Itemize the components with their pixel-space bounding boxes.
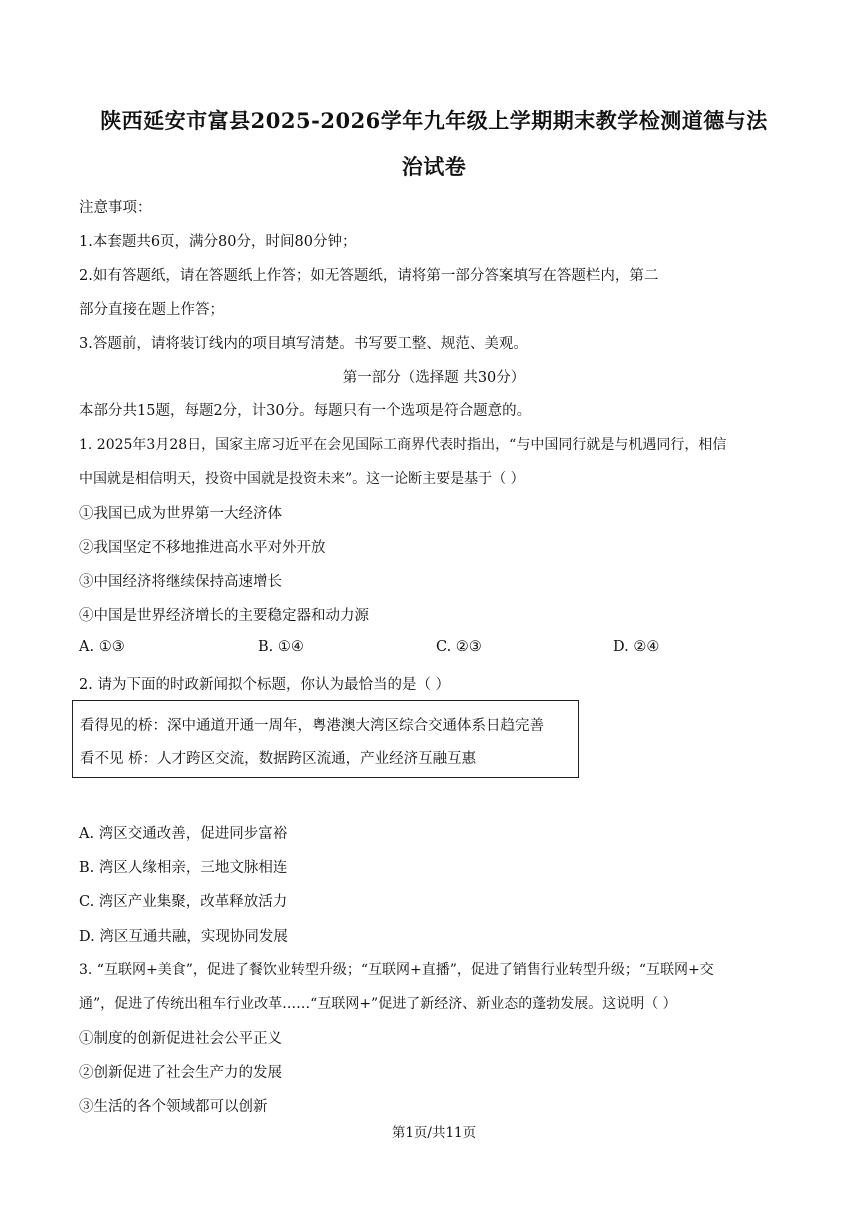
q1-statement-4: ④中国是世界经济增长的主要稳定器和动力源 <box>79 608 369 624</box>
section-title: 第一部分（选择题 共30分） <box>342 370 526 386</box>
q3-stem: 3. “互联网+美食”，促进了餐饮业转型升级；“互联网+直播”，促进了销售行业转型升级；“互联网+交 <box>79 962 714 978</box>
q1-statement-3: ③中国经济将继续保持高速增长 <box>79 574 282 590</box>
q2-option-c: C. 湾区产业集聚，改革释放活力 <box>79 894 288 910</box>
q1-statement-1: ①我国已成为世界第一大经济体 <box>79 506 282 522</box>
q2-stem: 2. 请为下面的时政新闻拟个标题，你认为最恰当的是（ ） <box>79 677 451 693</box>
q2-option-b: B. 湾区人缘相亲，三地文脉相连 <box>79 860 288 876</box>
q1-option-d: D. ②④ <box>613 639 660 655</box>
q1-option-c: C. ②③ <box>436 639 482 655</box>
q2-news-line-2: 看不见 桥：人才跨区交流，数据跨区流通，产业经济互融互惠 <box>80 751 477 767</box>
notes-item-3: 3.答题前，请将装订线内的项目填写清楚。书写要工整、规范、美观。 <box>79 336 528 352</box>
q3-statement-2: ②创新促进了社会生产力的发展 <box>79 1065 282 1081</box>
page-footer: 第1页/共11页 <box>391 1125 477 1141</box>
section-instruction: 本部分共15题，每题2分，计30分。每题只有一个选项是符合题意的。 <box>79 403 532 419</box>
q1-option-b: B. ①④ <box>258 639 304 655</box>
exam-title-line1: 陕西延安市富县2025-2026学年九年级上学期期末教学检测道德与法 <box>100 108 768 133</box>
q1-stem: 1. 2025年3月28日，国家主席习近平在会见国际工商界代表时指出，“与中国同行就是与机遇同行，相信 <box>79 437 727 453</box>
exam-title-line2: 治试卷 <box>401 154 467 179</box>
q1-stem-cont: 中国就是相信明天，投资中国就是投资未来”。这一论断主要是基于（ ） <box>79 471 525 487</box>
q3-stem-cont: 通”，促进了传统出租车行业改革……“互联网+”促进了新经济、新业态的蓬勃发展。这说明（ ） <box>79 996 677 1012</box>
notes-item-2: 2.如有答题纸，请在答题纸上作答；如无答题纸，请将第一部分答案填写在答题栏内，第二 <box>79 268 659 284</box>
q3-statement-1: ①制度的创新促进社会公平正义 <box>79 1031 282 1047</box>
notes-item-2-cont: 部分直接在题上作答； <box>79 302 224 318</box>
notes-item-1: 1.本套题共6页，满分80分，时间80分钟； <box>79 234 357 250</box>
q2-option-a: A. 湾区交通改善，促进同步富裕 <box>79 826 288 842</box>
notes-heading: 注意事项： <box>79 200 152 216</box>
q1-option-a: A. ①③ <box>79 639 125 655</box>
q3-statement-3: ③生活的各个领域都可以创新 <box>79 1099 268 1115</box>
q2-news-line-1: 看得见的桥：深中通道开通一周年，粤港澳大湾区综合交通体系日趋完善 <box>80 718 544 734</box>
q2-option-d: D. 湾区互通共融，实现协同发展 <box>79 929 288 945</box>
q1-statement-2: ②我国坚定不移地推进高水平对外开放 <box>79 540 326 556</box>
q2-news-box <box>72 700 579 778</box>
